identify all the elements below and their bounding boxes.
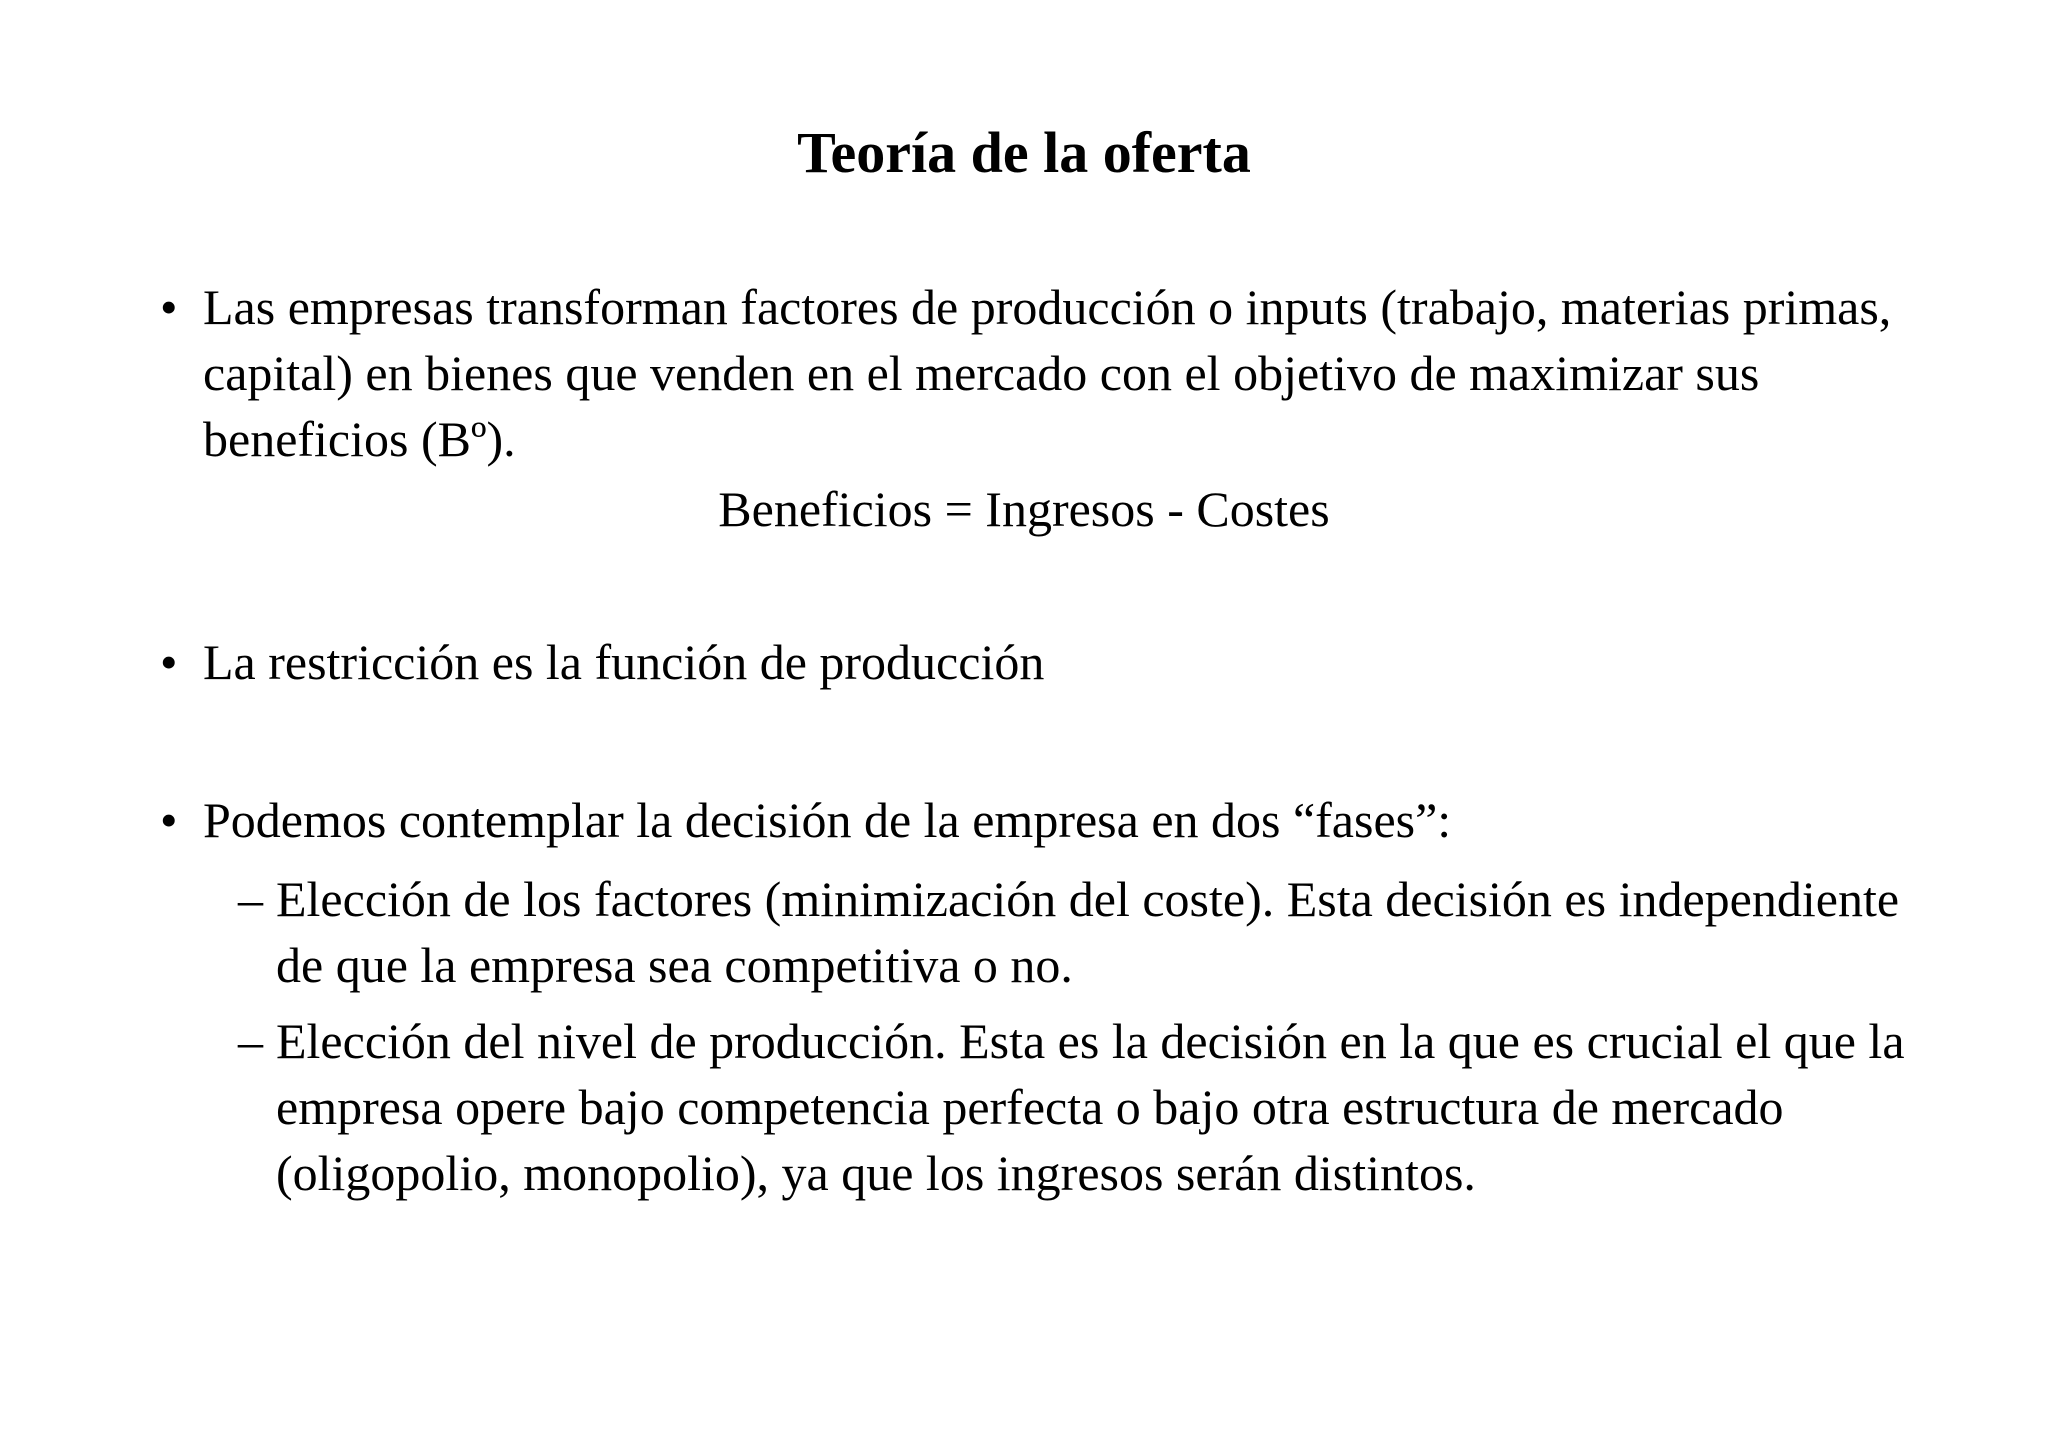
slide-title: Teoría de la oferta — [797, 120, 1251, 185]
bullet-item — [160, 274, 1920, 472]
sub-text: Elección del nivel de producción. Esta es la decisión en la que es crucial el que la empresa opere bajo competencia perfecta o bajo otra estructura de mercado (oligopolio, monopolio), ya que los ingresos serán distintos. — [276, 1013, 1905, 1201]
bullet-marker: • — [160, 792, 178, 848]
sub-item — [238, 1008, 1958, 1206]
sub-text: Elección de los factores (minimización del coste). Esta decisión es independiente de que la empresa sea competitiva o no. — [276, 871, 1900, 993]
sub-item — [238, 866, 1958, 998]
bullet-text: Las empresas transforman factores de producción o inputs (trabajo, materias primas, capital) en bienes que venden en el mercado con el objetivo de maximizar sus beneficios (Bº). — [203, 279, 1892, 467]
bullet-text: La restricción es la función de producción — [203, 634, 1045, 690]
bullet-text: Podemos contemplar la decisión de la empresa en dos “fases”: — [203, 792, 1452, 848]
sub-marker: – — [238, 1013, 263, 1069]
sub-marker: – — [238, 871, 263, 927]
bullet-marker: • — [160, 279, 178, 335]
bullet-item — [160, 629, 1920, 695]
bullet-marker: • — [160, 634, 178, 690]
profit-formula: Beneficios = Ingresos - Costes — [718, 481, 1330, 537]
bullet-item — [160, 787, 1920, 853]
